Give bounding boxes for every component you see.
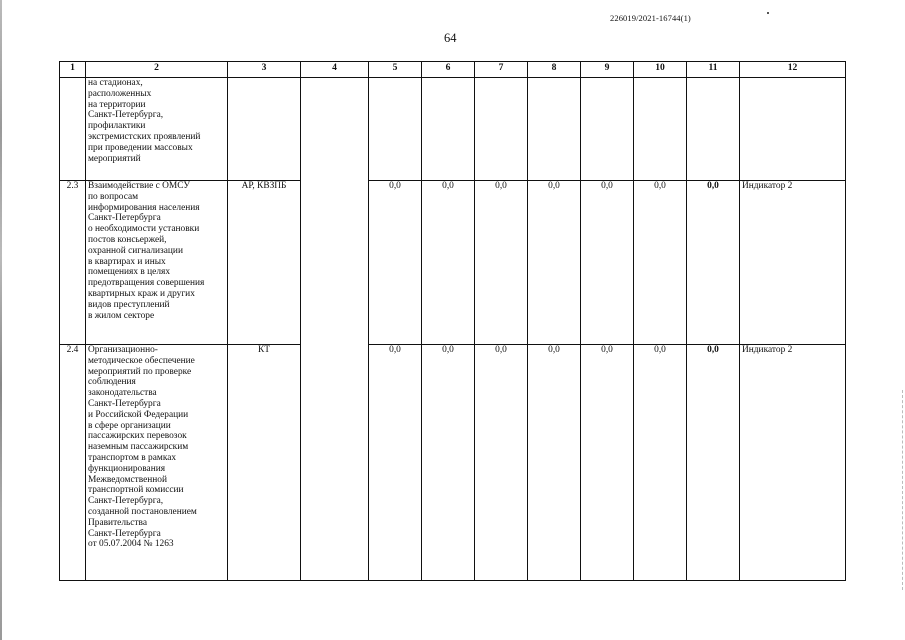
row-description-cell xyxy=(86,78,228,181)
row-number-cell xyxy=(60,78,86,181)
description-line: о необходимости установки xyxy=(88,224,200,235)
scan-right-edge xyxy=(902,390,904,590)
row-number-cell: 2.3 xyxy=(60,181,86,345)
value-cell: 0,0 xyxy=(422,345,475,581)
value-cell: 0,0 xyxy=(581,181,634,345)
value-cell: 0,0 xyxy=(528,345,581,581)
description-line: законодательства xyxy=(88,388,157,399)
column-header: 8 xyxy=(528,62,581,78)
description-line: Санкт-Петербурга xyxy=(88,213,161,224)
value-cell: 0,0 xyxy=(475,181,528,345)
column-header: 7 xyxy=(475,62,528,78)
description-line: транспортом в рамках xyxy=(88,452,177,463)
description-line: пассажирских перевозок xyxy=(88,431,187,442)
description-line: в сфере организации xyxy=(88,420,171,431)
table-header-row xyxy=(60,62,846,78)
row-number-cell: 2.4 xyxy=(60,345,86,581)
description-line: помещениях в целях xyxy=(88,267,171,278)
indicator-cell xyxy=(740,78,846,181)
row-description-cell xyxy=(86,181,228,345)
value-cell-total: 0,0 xyxy=(687,181,740,345)
description-line: Санкт-Петербурга, xyxy=(88,496,164,507)
value-cell: 0,0 xyxy=(369,181,422,345)
value-cell: 0,0 xyxy=(422,181,475,345)
scan-speck xyxy=(767,12,769,14)
column-header: 5 xyxy=(369,62,422,78)
description-line: расположенных xyxy=(88,88,152,99)
column-header: 11 xyxy=(687,62,740,78)
description-line: экстремистских проявлений xyxy=(88,131,201,142)
value-cell xyxy=(422,78,475,181)
description-line: мероприятий xyxy=(88,153,141,164)
column-header: 3 xyxy=(228,62,301,78)
value-cell: 0,0 xyxy=(475,345,528,581)
table-row-continuation xyxy=(60,78,846,181)
row-description-cell xyxy=(86,345,228,581)
column-header: 2 xyxy=(86,62,228,78)
description-line: наземным пассажирским xyxy=(88,442,189,453)
measures-table xyxy=(59,61,846,581)
row-responsible-cell: АР, КВЗПБ xyxy=(228,181,301,345)
description-line: Санкт-Петербурга, xyxy=(88,110,164,121)
page-number: 64 xyxy=(444,31,457,45)
description-line: информирования населения xyxy=(88,202,200,213)
description-line: предотвращения совершения xyxy=(88,278,205,289)
column-header: 12 xyxy=(740,62,846,78)
description-line: методическое обеспечение xyxy=(88,355,195,366)
description-line: Правительства xyxy=(88,517,147,528)
value-cell xyxy=(475,78,528,181)
table-row xyxy=(60,345,846,581)
description-line: постов консьержей, xyxy=(88,234,167,245)
value-cell: 0,0 xyxy=(581,345,634,581)
description-line: Санкт-Петербурга xyxy=(88,528,161,539)
description-line: транспортной комиссии xyxy=(88,485,184,496)
description-line: соблюдения xyxy=(88,377,136,388)
description-line: мероприятий по проверке xyxy=(88,366,192,377)
value-cell: 0,0 xyxy=(369,345,422,581)
value-cell xyxy=(687,78,740,181)
description-line: видов преступлений xyxy=(88,299,170,310)
indicator-cell: Индикатор 2 xyxy=(740,345,846,581)
scan-left-edge xyxy=(0,0,2,640)
description-line: на территории xyxy=(88,99,146,110)
value-cell xyxy=(369,78,422,181)
description-line: и Российской Федерации xyxy=(88,409,189,420)
description-line: созданной постановлением xyxy=(88,506,197,517)
description-line: квартирных краж и других xyxy=(88,288,195,299)
column-header: 1 xyxy=(60,62,86,78)
indicator-cell: Индикатор 2 xyxy=(740,181,846,345)
description-line: по вопросам xyxy=(88,191,139,202)
value-cell-total: 0,0 xyxy=(687,345,740,581)
description-line: от 05.07.2004 № 1263 xyxy=(88,539,174,550)
description-line: в жилом секторе xyxy=(88,310,155,321)
description-line: Взаимодействие с ОМСУ xyxy=(88,181,191,191)
table-row xyxy=(60,181,846,345)
column-header: 4 xyxy=(301,62,369,78)
column-4-merged-cell xyxy=(301,78,369,581)
document-id: 226019/2021-16744(1) xyxy=(610,13,691,23)
value-cell: 0,0 xyxy=(528,181,581,345)
value-cell xyxy=(634,78,687,181)
row-responsible-cell xyxy=(228,78,301,181)
column-header: 9 xyxy=(581,62,634,78)
description-line: профилактики xyxy=(88,121,146,132)
description-line: функционирования xyxy=(88,463,166,474)
description-line: на стадионах, xyxy=(88,78,143,88)
description-line: Межведомственной xyxy=(88,474,167,485)
description-line: охранной сигнализации xyxy=(88,245,183,256)
value-cell: 0,0 xyxy=(634,181,687,345)
row-responsible-cell: КТ xyxy=(228,345,301,581)
value-cell xyxy=(581,78,634,181)
description-line: в квартирах и иных xyxy=(88,256,166,267)
description-line: Организационно- xyxy=(88,345,158,355)
column-header: 6 xyxy=(422,62,475,78)
description-line: Санкт-Петербурга xyxy=(88,398,161,409)
value-cell xyxy=(528,78,581,181)
column-header: 10 xyxy=(634,62,687,78)
value-cell: 0,0 xyxy=(634,345,687,581)
description-line: при проведении массовых xyxy=(88,142,193,153)
